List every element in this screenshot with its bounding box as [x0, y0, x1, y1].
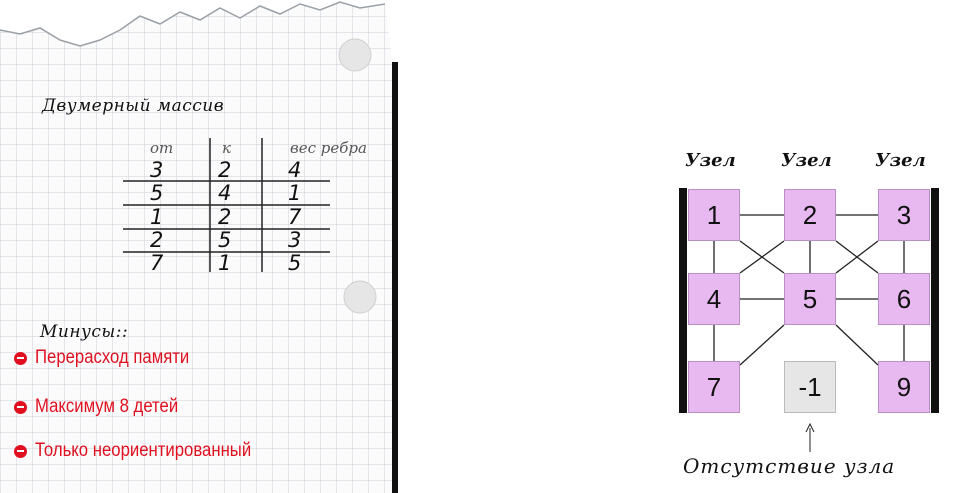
cell-r1-c0: 5	[150, 181, 164, 205]
node-2: 2	[784, 189, 836, 241]
minus-item-label: Максимум 8 детей	[35, 396, 179, 417]
array-title: Двумерный массив	[42, 96, 225, 116]
cell-r3-c0: 2	[150, 228, 164, 252]
cell-r0-c1: 2	[218, 158, 232, 182]
cell-r0-c2: 4	[288, 158, 302, 182]
cell-r1-c2: 1	[288, 181, 302, 205]
header-to: к	[222, 139, 231, 157]
minus-item-label: Перерасход памяти	[35, 347, 190, 368]
cell-r1-c1: 4	[218, 181, 232, 205]
header-from: от	[150, 139, 174, 157]
node-9: 9	[878, 361, 930, 413]
node-header-1: Узел	[685, 150, 736, 171]
cell-r4-c0: 7	[150, 251, 164, 275]
cell-r3-c1: 5	[218, 228, 232, 252]
node-header-2: Узел	[781, 150, 832, 171]
cell-r2-c2: 7	[288, 205, 302, 229]
header-weight: вес ребра	[290, 139, 367, 157]
node-6: 6	[878, 273, 930, 325]
node-3: 3	[878, 189, 930, 241]
node-header-3: Узел	[875, 150, 926, 171]
cell-r4-c1: 1	[218, 251, 232, 275]
node-5: 5	[784, 273, 836, 325]
cell-r2-c1: 2	[218, 205, 232, 229]
absent-node-label: Отсутствие узла	[683, 454, 896, 478]
node-4: 4	[688, 273, 740, 325]
minuses-title: Минусы::	[40, 322, 129, 342]
cell-r0-c0: 3	[150, 158, 164, 182]
cell-r3-c2: 3	[288, 228, 302, 252]
cell-r4-c2: 5	[288, 251, 302, 275]
cell-r2-c0: 1	[150, 205, 164, 229]
node-empty: -1	[784, 361, 836, 413]
minus-item-label: Только неориентированный	[35, 440, 252, 461]
node-1: 1	[688, 189, 740, 241]
node-7: 7	[688, 361, 740, 413]
